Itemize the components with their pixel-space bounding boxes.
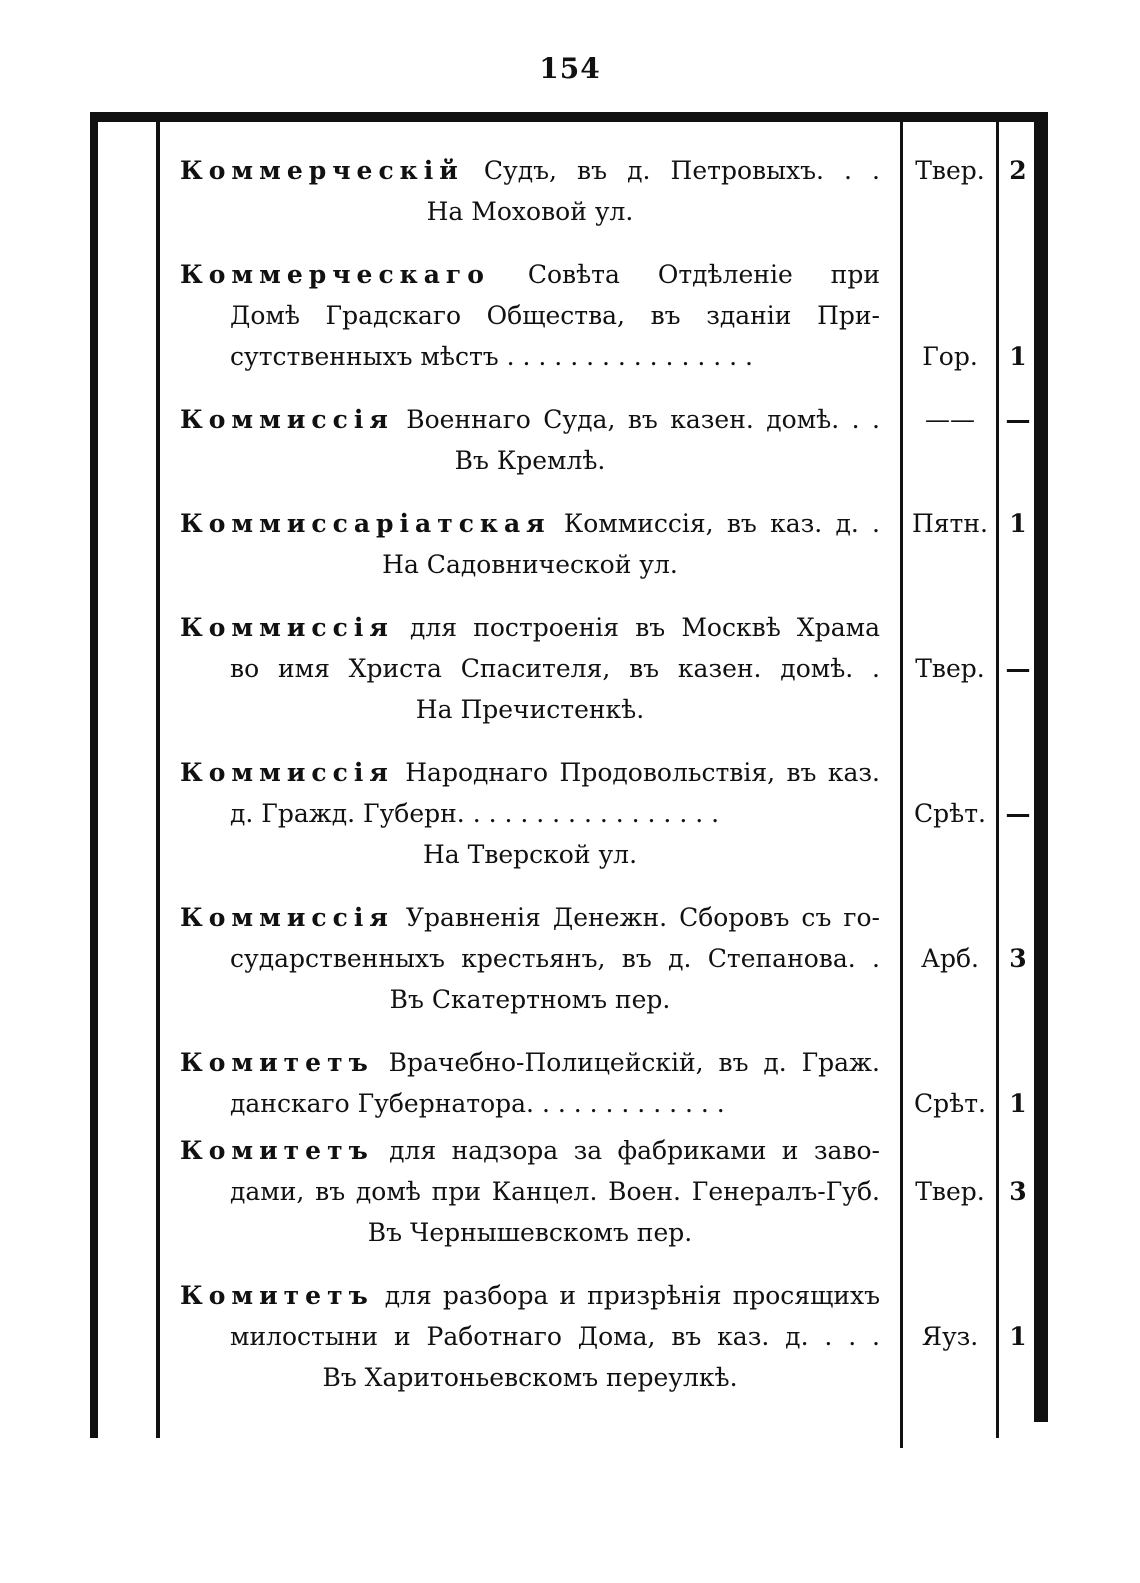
- street-value: Яуз.: [921, 1322, 979, 1351]
- entry: [180, 1275, 1080, 1398]
- entry-text: Коммерческій Судъ, въ д. Петровыхъ. . .: [180, 156, 880, 185]
- entry-row: [180, 254, 1080, 295]
- text-left-rule: [156, 122, 160, 1438]
- entry-location: На Тверской ул.: [422, 840, 638, 869]
- outer-left-rule: [90, 122, 98, 1438]
- entry-title-word: Коммерческаго: [180, 260, 490, 289]
- entry: [180, 1042, 1080, 1124]
- street-value: Срѣт.: [914, 1089, 986, 1118]
- entry-title-word: Коммиссаріатская: [180, 509, 551, 538]
- entry-row: [180, 1042, 1080, 1083]
- entry-text: Комитетъ для разбора и призрѣнія просящихъ: [180, 1281, 880, 1310]
- entry-text: милостыни и Работнаго Дома, въ каз. д. . . .: [230, 1322, 880, 1351]
- part-value: —: [1005, 654, 1031, 683]
- street-value: ——: [925, 405, 975, 434]
- part-value: —: [1005, 405, 1031, 434]
- street-value: Арб.: [921, 944, 979, 973]
- entry: [180, 1130, 1080, 1253]
- entry-text: Комитетъ для надзора за фабриками и заво-: [180, 1136, 880, 1165]
- street-value: Срѣт.: [914, 799, 986, 828]
- entry-text: во имя Христа Спасителя, въ казен. домѣ. .: [230, 654, 880, 683]
- part-value: 3: [1009, 944, 1027, 973]
- entry-row: [180, 399, 1080, 440]
- entry-row: [180, 295, 1080, 336]
- entry-text: Коммиссія для построенія въ Москвѣ Храма: [180, 613, 880, 642]
- entry-title-word: Комитетъ: [180, 1136, 374, 1165]
- entry-list: [180, 150, 1080, 1420]
- street-value: Твер.: [915, 654, 985, 683]
- entry-row: [180, 150, 1080, 191]
- entry-text: Домѣ Градскаго Общества, въ зданіи При-: [230, 301, 880, 330]
- entry-text: сутственныхъ мѣстъ . . . . . . . . . . . . . . . .: [230, 342, 753, 371]
- entry-text: Коммиссаріатская Коммиссія, въ каз. д. .: [180, 509, 880, 538]
- top-rule: [90, 112, 1048, 122]
- entry-title-word: Коммиссія: [180, 903, 394, 932]
- entry: [180, 897, 1080, 1020]
- part-value: 3: [1009, 1177, 1027, 1206]
- entry-text: Коммиссія Уравненія Денежн. Сборовъ съ го-: [180, 903, 880, 932]
- entry-row: [180, 648, 1080, 689]
- entry-title-word: Коммерческій: [180, 156, 464, 185]
- entry: [180, 399, 1080, 481]
- part-value: 2: [1009, 156, 1027, 185]
- entry-title-word: Комитетъ: [180, 1281, 374, 1310]
- entry-title-word: Коммиссія: [180, 758, 394, 787]
- entry: [180, 254, 1080, 377]
- entry-row: [180, 1171, 1080, 1212]
- entry-row: [180, 336, 1080, 377]
- entry-text: Коммиссія Военнаго Суда, въ казен. домѣ. . .: [180, 405, 880, 434]
- entry-row: [180, 503, 1080, 544]
- entry-title-word: Коммиссія: [180, 405, 394, 434]
- street-value: Гор.: [922, 342, 978, 371]
- entry: [180, 607, 1080, 730]
- entry-location: На Моховой ул.: [426, 197, 634, 226]
- entry-text: Коммиссія Народнаго Продовольствія, въ каз.: [180, 758, 880, 787]
- entry-location: Въ Чернышевскомъ пер.: [367, 1218, 693, 1247]
- entry-row: [180, 897, 1080, 938]
- entry-text: Коммерческаго Совѣта Отдѣленіе при: [180, 260, 880, 289]
- entry-row: [180, 1130, 1080, 1171]
- part-value: 1: [1009, 342, 1027, 371]
- entry-row: [180, 1275, 1080, 1316]
- entry-location: На Садовнической ул.: [382, 550, 678, 579]
- part-value: 1: [1009, 509, 1027, 538]
- part-value: 1: [1009, 1322, 1027, 1351]
- entry-text: дами, въ домѣ при Канцел. Воен. Генералъ-Губ.: [230, 1177, 880, 1206]
- entry-row: [180, 607, 1080, 648]
- entry: [180, 752, 1080, 875]
- entry-row: [180, 1083, 1080, 1124]
- entry-location: На Пречистенкѣ.: [415, 695, 645, 724]
- entry-location: Въ Харитоньевскомъ переулкѣ.: [322, 1363, 738, 1392]
- entry-title-word: Комитетъ: [180, 1048, 374, 1077]
- entry-location: Въ Скатертномъ пер.: [389, 985, 671, 1014]
- street-value: Твер.: [915, 1177, 985, 1206]
- entry-row: [180, 752, 1080, 793]
- entry: [180, 150, 1080, 232]
- entry-text: сударственныхъ крестьянъ, въ д. Степанова. .: [230, 944, 880, 973]
- entry-text: данскаго Губернатора. . . . . . . . . . . . .: [230, 1089, 725, 1118]
- entry-location: Въ Кремлѣ.: [454, 446, 606, 475]
- street-value: Пятн.: [911, 509, 988, 538]
- entry-row: [180, 1316, 1080, 1357]
- entry-text: д. Гражд. Губерн. . . . . . . . . . . . . . . . .: [230, 799, 720, 828]
- entry-text: Комитетъ Врачебно-Полицейскій, въ д. Граж.: [180, 1048, 880, 1077]
- part-value: —: [1005, 799, 1031, 828]
- entry-row: [180, 793, 1080, 834]
- entry: [180, 503, 1080, 585]
- entry-title-word: Коммиссія: [180, 613, 394, 642]
- page-number: 154: [539, 52, 601, 85]
- street-value: Твер.: [915, 156, 985, 185]
- entry-row: [180, 938, 1080, 979]
- part-value: 1: [1009, 1089, 1027, 1118]
